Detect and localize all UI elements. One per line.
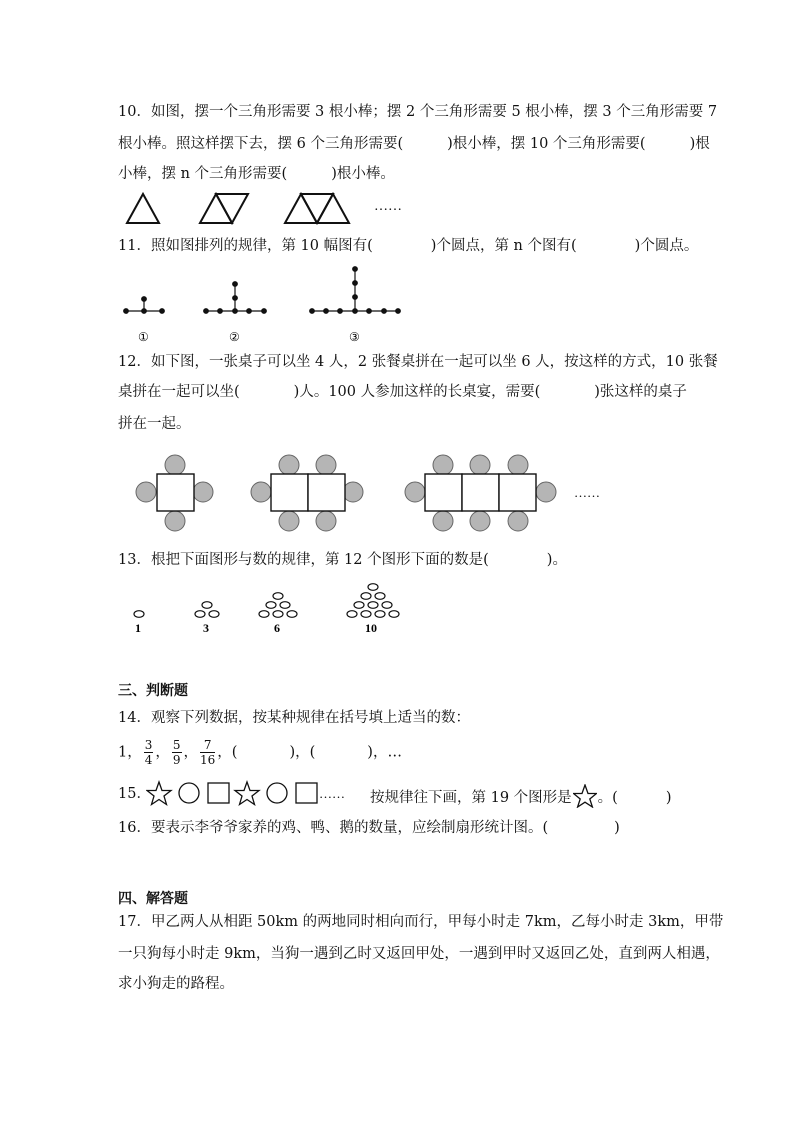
q14-line2 [118,738,698,767]
triangle-1 [127,194,159,223]
q15-text-b: ) [665,790,672,806]
q11-text-a: 11．照如图排列的规律，第 10 幅图有( [118,238,373,254]
q14-sep-1: ， [155,744,170,761]
q10-line3 [118,164,698,184]
triangle-3b [301,194,333,223]
q14-text-b: )，( [289,744,316,761]
q11-label-3: ③ [349,330,360,344]
q12-line2 [118,382,698,402]
table-3a [425,474,462,511]
q13-text-a: 13．根把下面图形与数的规律，第 12 个图形下面的数是( [118,552,489,568]
q12-line3: 拼在一起。 [118,416,191,432]
star-icon [147,782,171,805]
q17-line2: 一只狗每小时走 9km，当狗一遇到乙时又返回甲处，一遇到甲时又返回乙处，直到两人相遇， [118,946,720,962]
square-icon [296,783,317,803]
q14-fraction-2: $\frac{5}{9}$ [172,738,181,767]
q11-label-1: ① [138,330,149,344]
q12-text-a: 桌拼在一起可以坐( [118,384,240,400]
table-2b [308,474,345,511]
q12-table-figure [130,448,640,540]
q14-fraction-3: $\frac{7}{16}$ [200,738,216,767]
q10-text-b: )根小棒，摆 10 个三角形需要( [447,136,646,152]
q15-text-a: 。( [597,790,618,806]
q16-line1 [118,818,698,838]
square-icon [208,783,229,803]
q15-text [370,784,670,808]
q12-text-b: )人。100 人参加这样的长桌宴，需要( [293,384,541,400]
q15-prompt: 按规律往下画，第 19 个图形是 [370,790,572,806]
q13-number-1: 1 [135,621,141,635]
q14-text-a: ，( [217,744,238,761]
circle-icon [179,783,199,803]
q13-line1 [118,550,698,570]
q13-oval-figure [124,576,424,636]
q15-ellipsis: …… [319,786,345,801]
q13-text-b: )。 [546,552,567,568]
q10-text-d: 小棒，摆 n 个三角形需要( [118,166,288,182]
q10-ellipsis: …… [374,199,402,214]
q14-sep-2: ， [183,744,199,761]
q12-text-c: )张这样的桌子 [594,384,687,400]
triangle-2b [216,194,248,223]
q13-number-3: 6 [274,621,280,635]
q11-text-c: )个圆点。 [634,238,699,254]
q16-text-b: ) [614,820,620,836]
q14-lead: 1， [118,744,142,761]
q17-line1: 17．甲乙两人从相距 50km 的两地同时相向而行，甲每小时走 7km，乙每小时走 3km，甲带 [118,914,724,930]
q14-line1: 14．观察下列数据，按某种规律在括号填上适当的数： [118,710,470,726]
q10-text-a: 根小棒。照这样摆下去，摆 6 个三角形需要( [118,136,404,152]
section-answer-title: 四、解答题 [118,891,188,907]
q12-line1: 12．如下图，一张桌子可以坐 4 人，2 张餐桌拼在一起可以坐 6 人，按这样的方式，10 张餐 [118,354,718,370]
q10-text-c: )根 [689,136,710,152]
q11-text-b: )个圆点，第 n 个图有( [430,238,577,254]
q14-fraction-1: $\frac{3}{4}$ [144,738,153,767]
q12-ellipsis: …… [574,485,600,500]
q11-label-2: ② [229,330,240,344]
q13-number-4: 10 [365,621,377,635]
circle-icon [267,783,287,803]
table-3b [462,474,499,511]
q10-text-e: )根小棒。 [331,166,395,182]
q14-text-c: )，… [367,744,402,761]
q10-line2 [118,134,710,154]
table-3c [499,474,536,511]
q13-number-2: 3 [203,621,209,635]
table-2a [271,474,308,511]
triangle-3a [285,194,317,223]
section-judgement-title: 三、判断题 [118,683,188,699]
q10-line1: 10．如图，摆一个三角形需要 3 根小棒；摆 2 个三角形需要 5 根小棒，摆 3 个三角形需要 7 [118,104,718,120]
triangle-2a [200,194,232,223]
q11-dot-figure [118,262,418,346]
star-icon [235,782,259,805]
q11-line1 [118,236,698,256]
q10-triangle-figure [120,188,440,228]
triangle-3c [317,194,349,223]
q15-number: 15． [118,786,151,802]
table-1 [157,474,194,511]
q17-line3: 求小狗走的路程。 [118,976,234,992]
star-icon [573,784,597,808]
q16-text-a: 16．要表示李爷爷家养的鸡、鸭、鹅的数量，应绘制扇形统计图。( [118,820,549,836]
q15-shape-sequence [146,780,356,808]
